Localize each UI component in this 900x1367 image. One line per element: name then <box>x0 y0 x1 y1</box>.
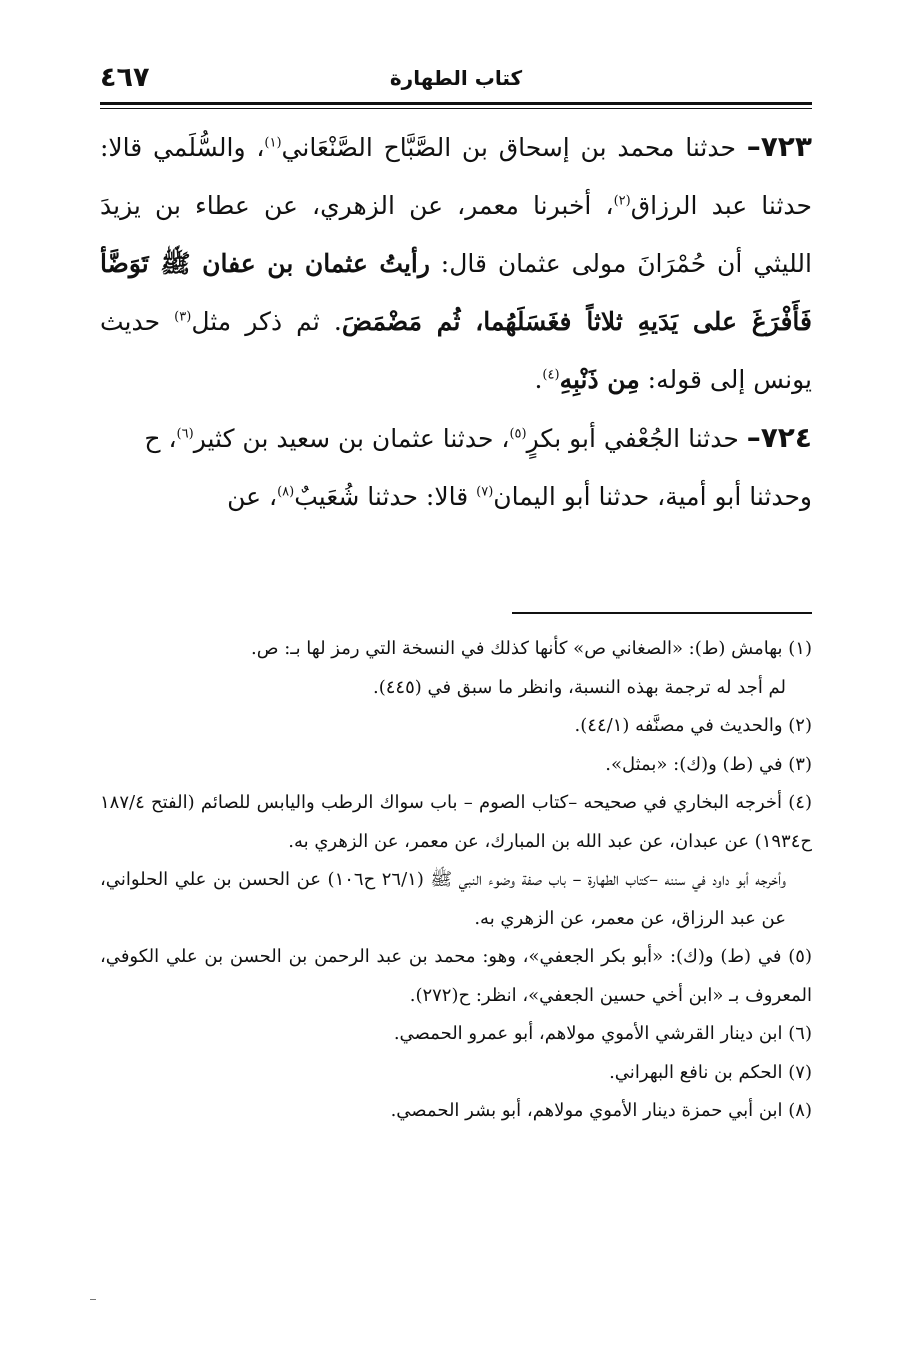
footnotes <box>100 630 812 1131</box>
header-rule-thick <box>100 102 812 105</box>
footnote-ref: (٣) <box>174 309 192 325</box>
footnote-ref: (٧) <box>476 484 494 500</box>
scan-speck <box>90 1299 96 1300</box>
hadith-723 <box>100 118 812 409</box>
footnote-ref: (٦) <box>176 426 194 442</box>
footnote-ref: (٢) <box>613 193 631 209</box>
footnote-7: (٧) الحكم بن نافع البهراني. <box>609 1061 812 1083</box>
hadith-text: ، ح <box>144 424 177 453</box>
hadith-number: ٧٢٣– <box>746 130 812 163</box>
chapter-title: كتاب الطهارة <box>389 66 523 90</box>
footnote-4-continuation: وأخرجه أبو داود في سننه –كتاب الطهارة – باب صفة وضوء النبي ﷺ (٢٦/١ ح١٠٦) عن الحسن بن علي الحلواني، عن عبد الرزاق، عن معمر، عن الزهري به. <box>100 869 787 929</box>
page-number: ٤٦٧ <box>100 62 150 93</box>
hadith-text: ، والسُّلَمي قالا: حدثنا عبد الرزاق <box>100 133 812 220</box>
footnote-separator <box>512 612 812 614</box>
footnote-8: (٨) ابن أبي حمزة دينار الأموي مولاهم، أبو بشر الحمصي. <box>390 1100 812 1121</box>
hadith-724-continuation <box>100 468 812 526</box>
hadith-matn-bold: مِن ذَنْبِهِ <box>559 365 640 394</box>
hadith-text: حديث يونس إلى قوله: <box>100 307 812 394</box>
hadith-text: . <box>534 365 543 394</box>
hadith-text: قالا: حدثنا شُعَيبٌ <box>294 482 477 511</box>
footnote-1: (١) بهامش (ط): «الصغاني ص» كأنها كذلك في النسخة التي رمز لها بـ: ص. <box>251 638 812 659</box>
hadith-text: ، عن <box>227 482 278 511</box>
footnote-2: (٢) والحديث في مصنَّفه (٤٤/١). <box>574 715 812 736</box>
hadith-text: ، حدثنا عثمان بن سعيد بن كثير <box>193 424 510 453</box>
hadith-number: ٧٢٤– <box>746 421 812 454</box>
footnote-ref: (٤) <box>542 367 560 383</box>
hadith-matn-bold: رأيتُ عثمان بن عفان ﷺ تَوَضَّأ فَأَفْرَغَ على يَدَيهِ ثلاثاً فغَسَلَهُما، ثُم مَضْمَضَ <box>100 249 813 336</box>
main-text <box>100 118 812 526</box>
hadith-text: حدثنا محمد بن إسحاق بن الصَّبَّاح الصَّنْعَاني <box>281 133 747 162</box>
footnote-ref: (٨) <box>277 484 295 500</box>
footnote-4: (٤) أخرجه البخاري في صحيحه –كتاب الصوم – باب سواك الرطب واليابس للصائم (الفتح ١٨٧/٤ ح١٩٣٤) عن عبدان، عن عبد الله بن المبارك، عن معمر، عن الزهري به. <box>100 792 812 852</box>
footnote-ref: (١) <box>264 135 282 151</box>
header-rule-thin <box>100 108 812 109</box>
hadith-724 <box>100 409 812 468</box>
footnote-3: (٣) في (ط) و(ك): «بمثل». <box>605 753 812 775</box>
hadith-text: وحدثنا أبو أمية، حدثنا أبو اليمان <box>493 482 812 511</box>
footnote-5: (٥) في (ط) و(ك): «أبو بكر الجعفي»، وهو: محمد بن عبد الرحمن بن الحسن بن علي الكوفي، المعروف بـ «ابن أخي حسين الجعفي»، انظر: ح(٢٧٢). <box>100 946 812 1006</box>
footnote-6: (٦) ابن دينار القرشي الأموي مولاهم، أبو عمرو الحمصي. <box>393 1023 812 1044</box>
footnote-1-continuation: لم أجد له ترجمة بهذه النسبة، وانظر ما سبق في (٤٤٥). <box>372 676 786 698</box>
running-header <box>100 62 812 100</box>
hadith-text: . ثم ذكر مثل <box>191 307 342 336</box>
hadith-text: ، أخبرنا معمر، عن الزهري، عن عطاء بن يزيدَ الليثي أن حُمْرَانَ مولى عثمان قال: <box>100 191 812 278</box>
hadith-text: حدثنا الجُعْفي أبو بكرٍ <box>526 424 747 453</box>
footnote-ref: (٥) <box>509 426 527 442</box>
